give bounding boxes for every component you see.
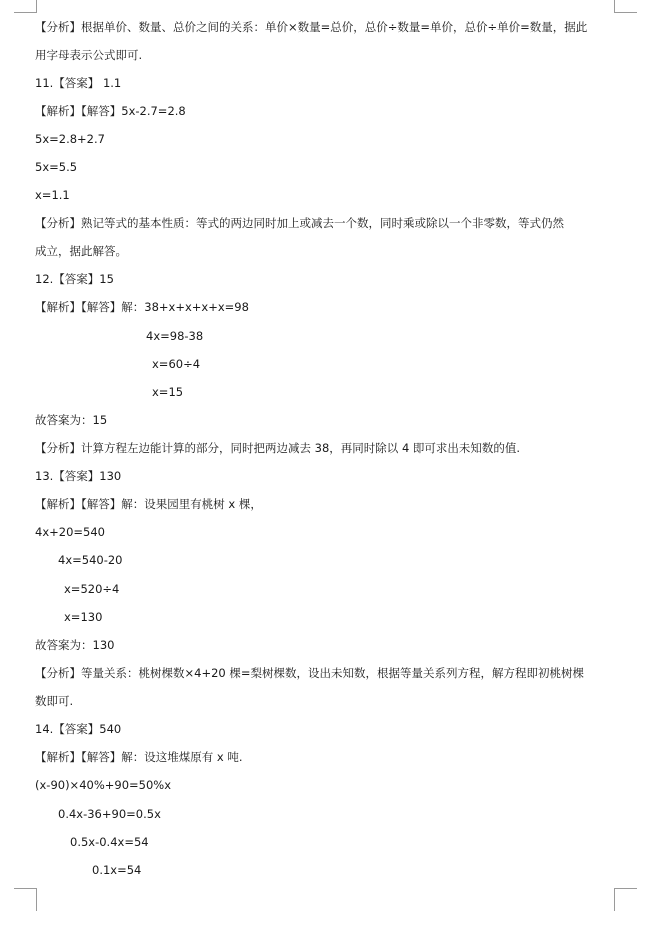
step-q13-3: x=520÷4 <box>64 582 120 596</box>
step-q12-3: x=15 <box>152 385 184 399</box>
answer-q13: 13.【答案】130 <box>35 469 122 483</box>
corner-mark-bottom-left <box>14 888 37 911</box>
solution-q13: 【解析】【解答】解：设果园里有桃树 x 棵， <box>35 497 262 511</box>
corner-mark-bottom-right <box>614 888 637 911</box>
analysis-q10-line2: 用字母表示公式即可. <box>35 48 143 62</box>
step-q14-3: 0.5x-0.4x=54 <box>70 835 149 849</box>
solution-q12: 【解析】【解答】解：38+x+x+x+x=98 <box>35 300 249 314</box>
step-q11-1: 5x=2.8+2.7 <box>35 132 105 146</box>
answer-q11: 11.【答案】 1.1 <box>35 76 122 90</box>
analysis-q13-line1: 【分析】等量关系：桃树棵数×4+20 棵=梨树棵数，设出未知数，根据等量关系列方程，解方程即初桃树棵 <box>35 666 585 680</box>
step-q13-2: 4x=540-20 <box>58 553 123 567</box>
answer-q12: 12.【答案】15 <box>35 272 114 286</box>
step-q14-4: 0.1x=54 <box>92 863 142 877</box>
result-q13: 故答案为：130 <box>35 638 115 652</box>
solution-q11: 【解析】【解答】5x-2.7=2.8 <box>35 104 186 118</box>
solution-q14: 【解析】【解答】解：设这堆煤原有 x 吨. <box>35 750 243 764</box>
result-q12: 故答案为：15 <box>35 413 108 427</box>
corner-mark-top-left <box>14 0 37 13</box>
step-q11-3: x=1.1 <box>35 188 70 202</box>
step-q14-1: (x-90)×40%+90=50%x <box>35 778 172 792</box>
answer-q14: 14.【答案】540 <box>35 722 122 736</box>
step-q12-2: x=60÷4 <box>152 357 201 371</box>
step-q13-1: 4x+20=540 <box>35 525 105 539</box>
analysis-q11-line2: 成立，据此解答。 <box>35 244 127 258</box>
step-q12-1: 4x=98-38 <box>146 329 204 343</box>
step-q11-2: 5x=5.5 <box>35 160 78 174</box>
analysis-q13-line2: 数即可. <box>35 694 74 708</box>
analysis-q12: 【分析】计算方程左边能计算的部分，同时把两边减去 38，再同时除以 4 即可求出未知数的值. <box>35 441 521 455</box>
corner-mark-top-right <box>614 0 637 13</box>
step-q13-4: x=130 <box>64 610 103 624</box>
analysis-q10-line1: 【分析】根据单价、数量、总价之间的关系：单价×数量=总价，总价÷数量=单价，总价÷单价=数量，据此 <box>35 20 588 34</box>
step-q14-2: 0.4x-36+90=0.5x <box>58 807 161 821</box>
analysis-q11-line1: 【分析】熟记等式的基本性质：等式的两边同时加上或减去一个数，同时乘或除以一个非零数，等式仍然 <box>35 216 564 230</box>
